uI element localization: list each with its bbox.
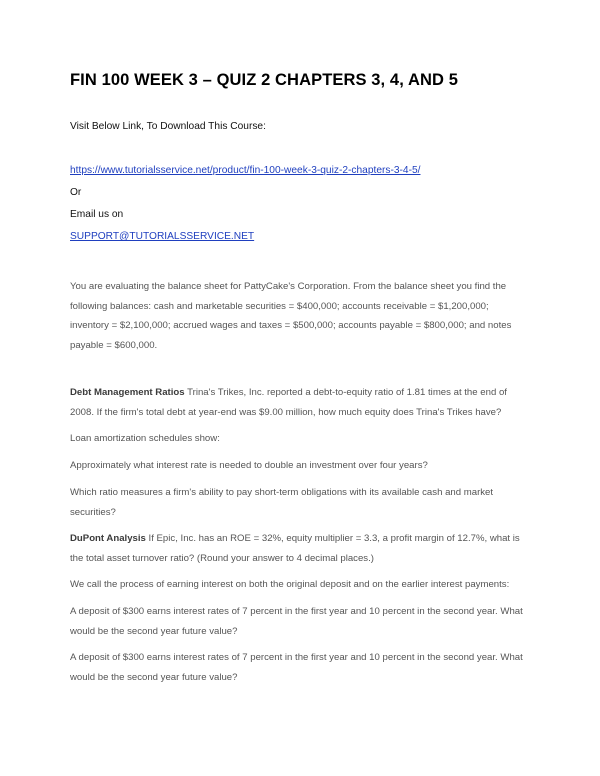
- course-link[interactable]: https://www.tutorialsservice.net/product/fin-100-week-3-quiz-2-chapters-3-4-5/: [70, 165, 421, 176]
- intro-text: Visit Below Link, To Download This Course:: [70, 121, 266, 132]
- email-label: Email us on: [70, 209, 124, 220]
- question-9: A deposit of $300 earns interest rates of 7 percent in the first year and 10 percent in the second year. What would be the second year future value?: [70, 652, 523, 683]
- question-5: Which ratio measures a firm's ability to pay short-term obligations with its available cash and market securities?: [70, 487, 494, 518]
- email-link[interactable]: SUPPORT@TUTORIALSSERVICE.NET: [70, 231, 255, 242]
- question-3: Loan amortization schedules show:: [70, 433, 220, 444]
- question-2: Debt Management Ratios Trina's Trikes, Inc. reported a debt-to-equity ratio of 1.81 times at the end of 2008. If the firm's total debt at year-end was $9.00 million, how much equity does Trina's Trikes have?: [70, 387, 507, 418]
- question-7: We call the process of earning interest on both the original deposit and on the earlier interest payments:: [70, 579, 510, 590]
- page-title: FIN 100 WEEK 3 – QUIZ 2 CHAPTERS 3, 4, AND 5: [70, 71, 458, 89]
- question-6: DuPont Analysis If Epic, Inc. has an ROE = 32%, equity multiplier = 3.3, a profit margin of 12.7%, what is the total asset turnover ratio? (Round your answer to 4 decimal places.): [70, 533, 520, 564]
- question-lead: DuPont Analysis: [70, 533, 146, 544]
- question-4: Approximately what interest rate is needed to double an investment over four years?: [70, 460, 428, 471]
- question-lead: Debt Management Ratios: [70, 387, 185, 398]
- question-8: A deposit of $300 earns interest rates of 7 percent in the first year and 10 percent in the second year. What would be the second year future value?: [70, 606, 523, 637]
- question-1: You are evaluating the balance sheet for PattyCake's Corporation. From the balance sheet you find the following balances: cash and marketable securities = $400,000; accounts receivable = $1,200,000; inventory = $2,100,000; accrued wages and taxes = $500,000; accounts payable = $800,000; and notes payable = $600,000.: [70, 281, 512, 351]
- or-text: Or: [70, 187, 82, 198]
